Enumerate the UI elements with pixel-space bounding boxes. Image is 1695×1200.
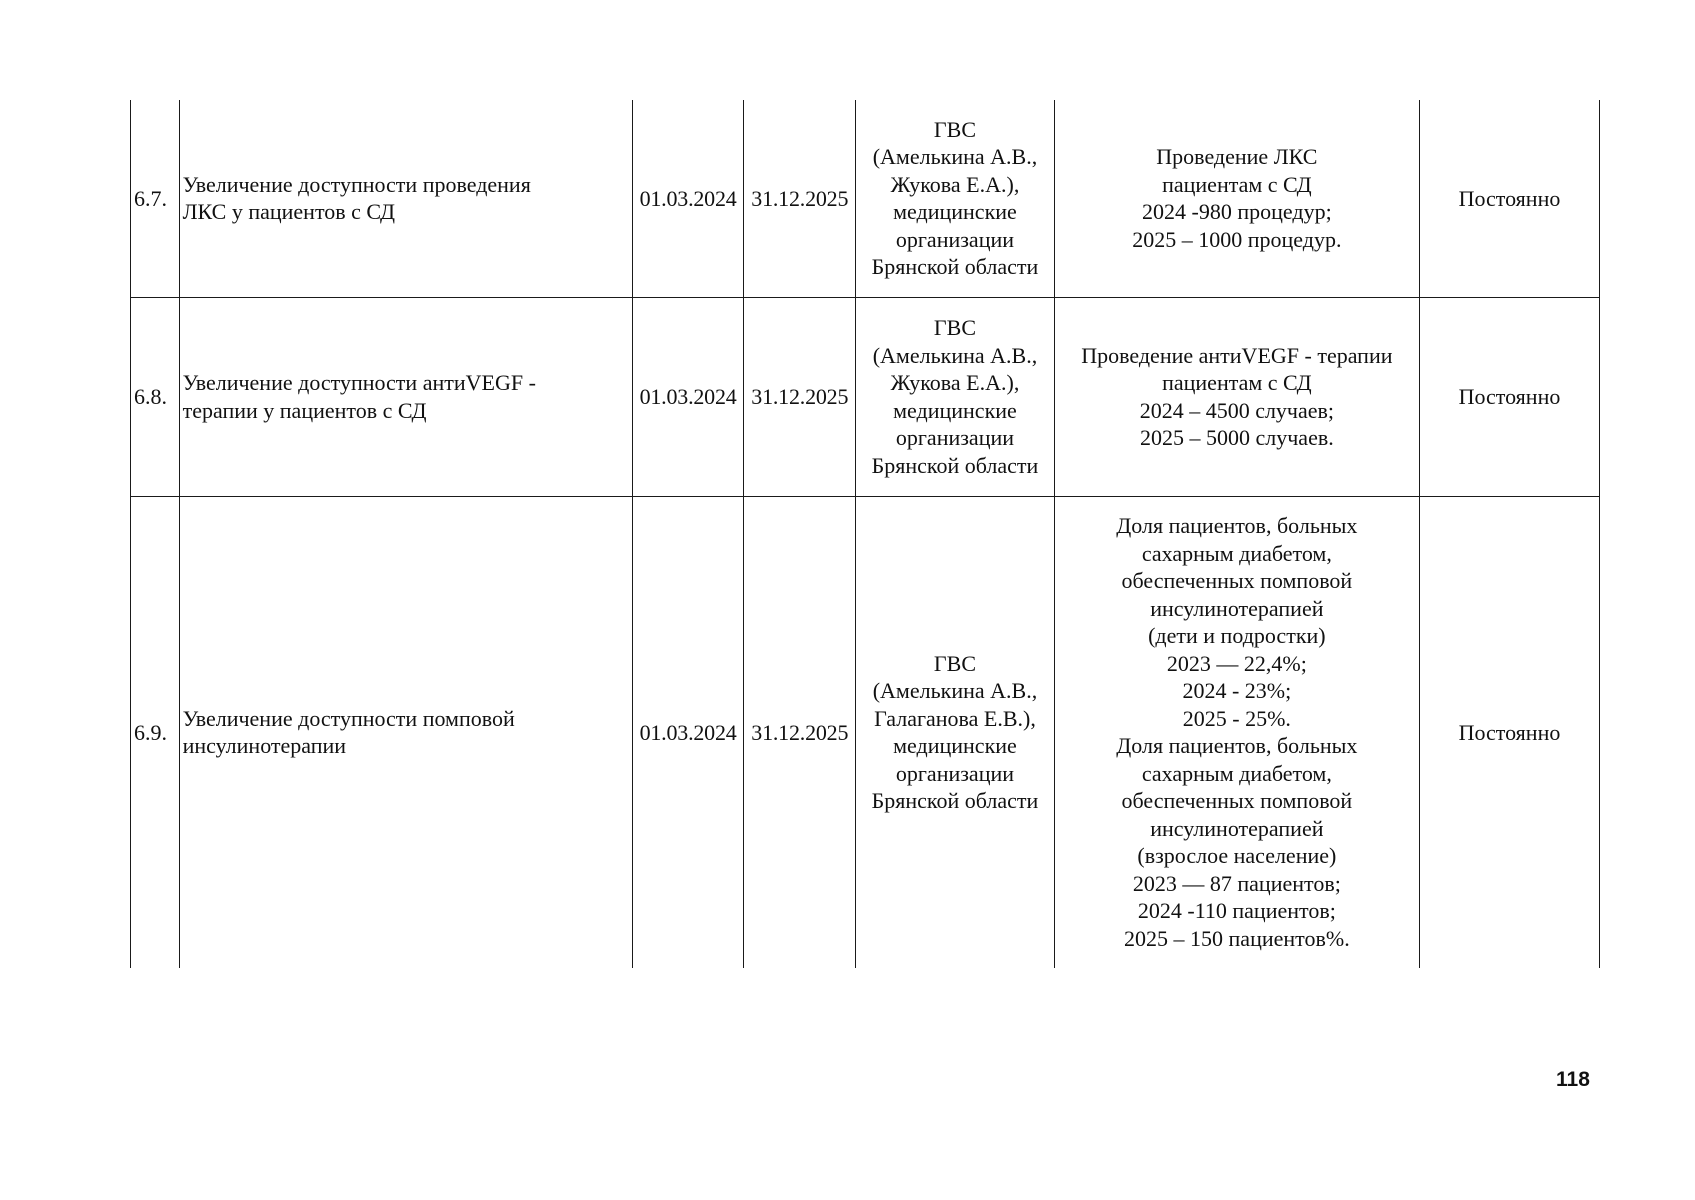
result-line: обеспеченных помповой — [1121, 788, 1353, 814]
result-line: 2023 — 22,4%; — [1166, 650, 1307, 676]
result-line: пациентам с СД — [1162, 370, 1312, 395]
end-date: 31.12.2025 — [744, 100, 856, 297]
result-line: 2024 – 4500 случаев; — [1139, 397, 1335, 423]
responsible-line: организации — [895, 425, 1015, 450]
periodicity: Постоянно — [1419, 100, 1599, 297]
page-number: 118 — [1556, 1068, 1590, 1091]
measure-name-line: Увеличение доступности помповой — [182, 705, 515, 731]
responsible-line: организации — [895, 760, 1015, 786]
responsible-line: ГВС — [933, 116, 976, 142]
table-row — [131, 496, 1600, 968]
responsible-line: (Амелькина А.В., — [872, 342, 1038, 368]
result-line: инсулинотерапией — [1150, 815, 1324, 841]
measure-name — [179, 297, 632, 496]
measure-name-line: инсулинотерапии — [182, 733, 347, 759]
result-line: 2023 — 87 пациентов; — [1132, 870, 1341, 896]
measure-name-line: ЛКС у пациентов с СД — [182, 199, 396, 225]
result-line: Доля пациентов, больных — [1116, 513, 1358, 539]
table-row — [131, 100, 1600, 297]
result-line: инсулинотерапией — [1150, 595, 1324, 621]
periodicity: Постоянно — [1419, 496, 1599, 968]
result-line: 2024 -980 процедур; — [1142, 199, 1332, 225]
end-date: 31.12.2025 — [744, 496, 856, 968]
result-line: обеспеченных помповой — [1121, 568, 1353, 594]
measure-name-line: терапии у пациентов с СД — [182, 397, 427, 423]
row-number: 6.9. — [131, 496, 180, 968]
measure-name — [179, 496, 632, 968]
responsible-parties — [856, 297, 1055, 496]
measure-name-line: Увеличение доступности антиVEGF - — [182, 370, 536, 395]
responsible-line: (Амелькина А.В., — [872, 144, 1038, 170]
expected-result — [1054, 100, 1419, 297]
responsible-line: Брянской области — [871, 788, 1039, 814]
result-line: 2025 – 150 пациентов%. — [1124, 925, 1350, 951]
result-line: 2024 - 23%; — [1182, 678, 1292, 704]
responsible-line: организации — [895, 226, 1015, 252]
start-date: 01.03.2024 — [632, 297, 744, 496]
responsible-line: Жукова Е.А.), — [890, 171, 1020, 197]
end-date: 31.12.2025 — [744, 297, 856, 496]
expected-result — [1054, 496, 1419, 968]
responsible-line: медицинские — [893, 397, 1017, 423]
result-line: Проведение ЛКС — [1156, 144, 1318, 170]
responsible-line: Галаганова Е.В.), — [874, 705, 1036, 731]
result-line: 2025 – 5000 случаев. — [1140, 425, 1334, 450]
result-line: Доля пациентов, больных — [1116, 733, 1358, 759]
result-line: (взрослое население) — [1137, 843, 1337, 869]
measures-table — [130, 100, 1600, 968]
result-line: 2025 - 25%. — [1182, 705, 1291, 731]
responsible-line: медицинские — [893, 199, 1017, 225]
result-line: 2025 – 1000 процедур. — [1132, 226, 1342, 252]
result-line: Проведение антиVEGF - терапии — [1081, 342, 1393, 368]
responsible-line: Жукова Е.А.), — [890, 370, 1020, 395]
row-number: 6.7. — [131, 100, 180, 297]
responsible-line: Брянской области — [871, 254, 1039, 280]
result-line: 2024 -110 пациентов; — [1137, 898, 1336, 924]
responsible-parties — [856, 100, 1055, 297]
result-line: сахарным диабетом, — [1141, 760, 1332, 786]
responsible-line: ГВС — [933, 315, 976, 340]
start-date: 01.03.2024 — [632, 496, 744, 968]
expected-result — [1054, 297, 1419, 496]
periodicity: Постоянно — [1419, 297, 1599, 496]
start-date: 01.03.2024 — [632, 100, 744, 297]
result-line: сахарным диабетом, — [1141, 540, 1332, 566]
measure-name — [179, 100, 632, 297]
result-line: (дети и подростки) — [1148, 623, 1326, 649]
responsible-parties — [856, 496, 1055, 968]
responsible-line: медицинские — [893, 733, 1017, 759]
measure-name-line: Увеличение доступности проведения — [182, 171, 531, 197]
result-line: пациентам с СД — [1162, 171, 1312, 197]
responsible-line: (Амелькина А.В., — [872, 678, 1038, 704]
table-row — [131, 297, 1600, 496]
row-number: 6.8. — [131, 297, 180, 496]
responsible-line: Брянской области — [871, 452, 1039, 478]
responsible-line: ГВС — [933, 650, 976, 676]
